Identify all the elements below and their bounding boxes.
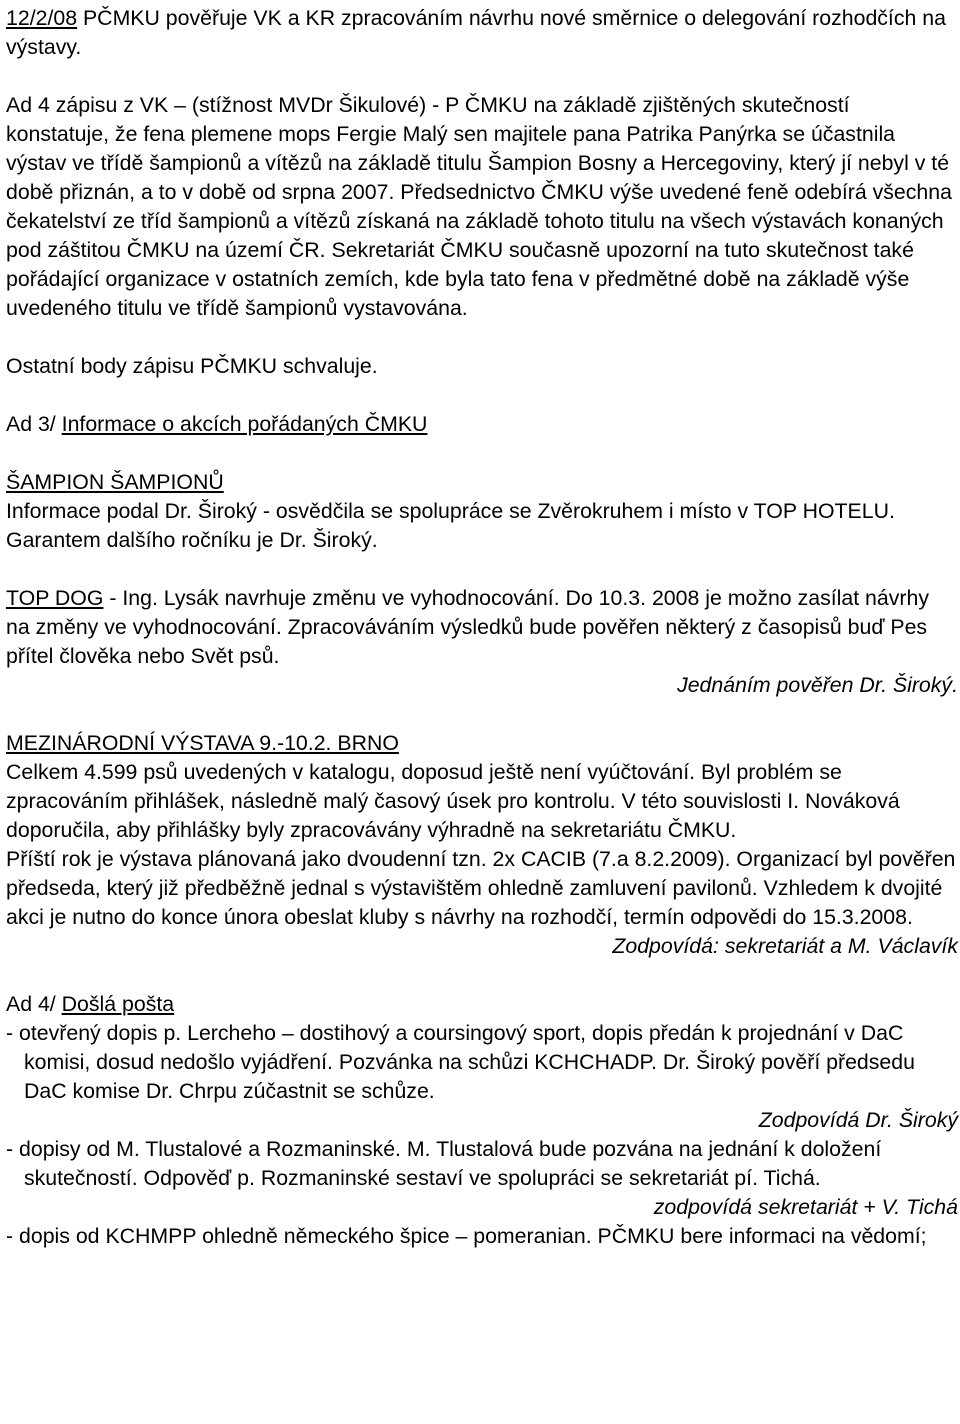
- section-4-heading: Ad 4/ Došlá pošta: [6, 992, 175, 1016]
- topdog-title: TOP DOG: [6, 586, 104, 610]
- section-3-heading: Ad 3/ Informace o akcích pořádaných ČMKU: [6, 412, 428, 436]
- topdog-text: - Ing. Lysák navrhuje změnu ve vyhodnocování. Do 10.3. 2008 je možno zasílat návrhy na změny ve vyhodnocování. Zpracováváním výsledků bude pověřen některý z časopisů buď Pes přítel člověka nebo Svět psů.: [6, 586, 929, 668]
- approval-paragraph: Ostatní body zápisu PČMKU schvaluje.: [6, 354, 378, 378]
- brno-text-2: Příští rok je výstava plánovaná jako dvoudenní tzn. 2x CACIB (7.a 8.2.2009). Organizací byl pověřen předseda, který již předběžně jednal s výstavištěm ohledně zamluvení pavilonů. Vzhledem k dvojité akci je nutno do konce února obeslat kluby s návrhy na rozhodčí, termín odpovědi do 15.3.2008.: [6, 847, 956, 929]
- mail-item-2: - dopisy od M. Tlustalové a Rozmaninské. M. Tlustalová bude pozvána na jednání k doložení skutečností. Odpověď p. Rozmaninské sestaví ve spolupráci se sekretariát pí. Tichá.: [6, 1137, 882, 1190]
- document-page: [6, 4, 958, 1251]
- complaint-paragraph: Ad 4 zápisu z VK – (stížnost MVDr Šikulové) - P ČMKU na základě zjištěných skutečností konstatuje, že fena plemene mops Fergie Malý sen majitele pana Patrika Panýrka se účastnila výstav ve třídě šampionů a vítězů na základě titulu Šampion Bosny a Hercegoviny, který jí nebyl v té době přiznán, a to v době od srpna 2007. Předsednictvo ČMKU výše uvedené feně odebírá všechna čekatelství ze tříd šampionů a vítězů získaná na základě tohoto titulu na všech výstavách konaných pod záštitou ČMKU na území ČR. Sekretariát ČMKU současně upozorní na tuto skutečnost také pořádající organizace v ostatních zemích, kde byla tato fena v předmětné době na základě výše uvedeného titulu ve třídě šampionů vystavována.: [6, 93, 952, 320]
- decision-date: 12/2/08: [6, 6, 78, 30]
- mail-item-2-responsible: zodpovídá sekretariát + V. Tichá: [653, 1195, 958, 1219]
- decision-paragraph: [6, 4, 958, 62]
- mail-item-1-responsible: Zodpovídá Dr. Široký: [758, 1108, 958, 1132]
- decision-text: PČMKU pověřuje VK a KR zpracováním návrhu nové směrnice o delegování rozhodčích na výstavy.: [6, 6, 946, 59]
- section-3-title: Informace o akcích pořádaných ČMKU: [61, 412, 428, 436]
- sampion-title: ŠAMPION ŠAMPIONŮ: [6, 470, 224, 494]
- mail-item-1: - otevřený dopis p. Lercheho – dostihový a coursingový sport, dopis předán k projednání v DaC komisi, dosud nedošlo vyjádření. Pozvánka na schůzi KCHCHADP. Dr. Široký pověří předsedu DaC komise Dr. Chrpu zúčastnit se schůze.: [6, 1021, 915, 1103]
- brno-responsible: Zodpovídá: sekretariát a M. Václavík: [612, 934, 958, 958]
- brno-title: MEZINÁRODNÍ VÝSTAVA 9.-10.2. BRNO: [6, 731, 399, 755]
- topdog-paragraph: [6, 584, 958, 671]
- sampion-text: Informace podal Dr. Široký - osvědčila se spolupráce se Zvěrokruhem i místo v TOP HOTELU. Garantem dalšího ročníku je Dr. Široký.: [6, 499, 895, 552]
- brno-text-1: Celkem 4.599 psů uvedených v katalogu, doposud ještě není vyúčtování. Byl problém se zpracováním přihlášek, následně malý časový úsek pro kontrolu. V této souvislosti I. Nováková doporučila, aby přihlášky byly zpracovávány výhradně na sekretariátu ČMKU.: [6, 760, 900, 842]
- topdog-responsible: Jednáním pověřen Dr. Široký.: [677, 673, 958, 697]
- section-4-title: Došlá pošta: [61, 992, 175, 1016]
- mail-item-3: - dopis od KCHMPP ohledně německého špice – pomeranian. PČMKU bere informaci na vědomí;: [6, 1224, 927, 1248]
